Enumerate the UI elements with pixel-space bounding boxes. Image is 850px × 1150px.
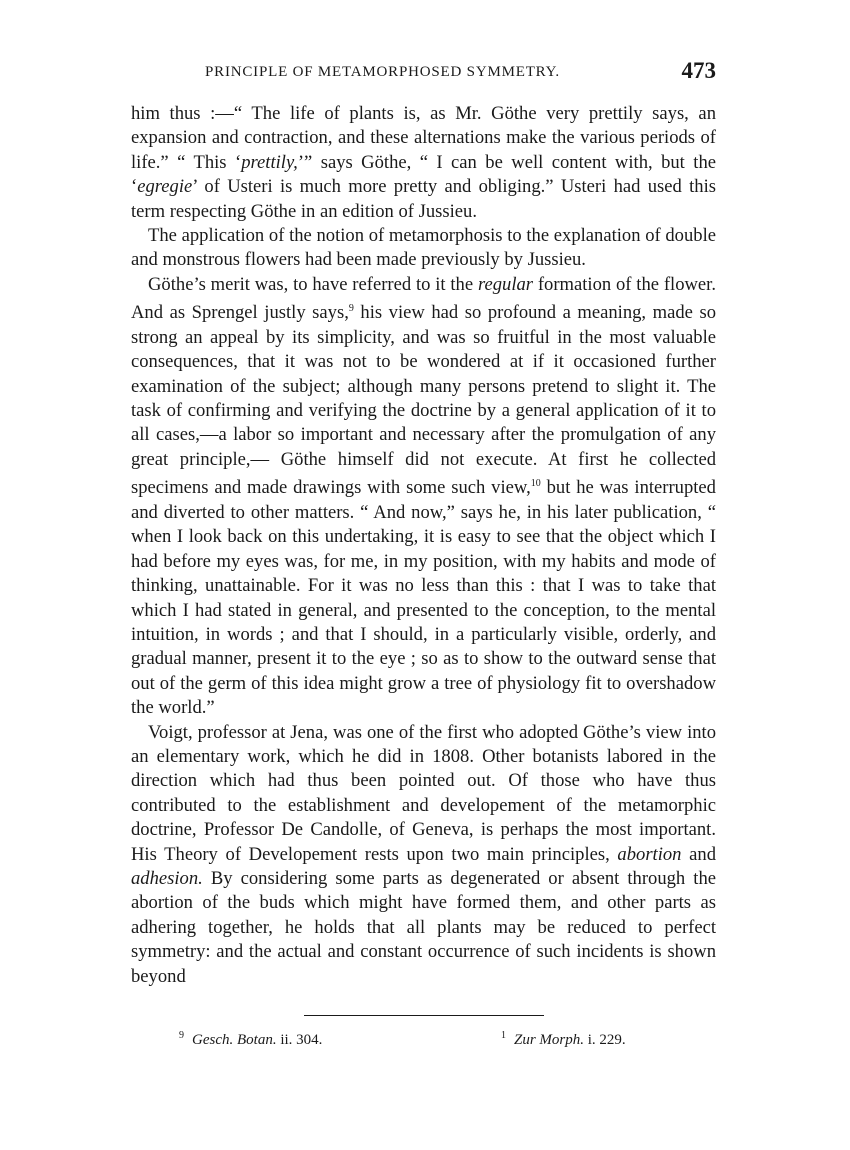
text-run: formation of the flower. And as Sprengel justly says, <box>131 273 716 324</box>
paragraph-3 <box>131 273 716 721</box>
footnote-ref: 9 <box>348 303 354 315</box>
text-run: his view had so profound a meaning, made so strong an appeal by its simplicity, and was so fruitful in the most valuable consequences, that it was not to be wondered at if it occasioned further examination of the subject; although many persons pretend to slight it. The task of confirming and verifying the doctrine by a general application of it to all cases,—a labor so important and necessary after the promulgation of any great principle,— Göthe himself did not execute. At first he collected specimens and made drawings with some such view, <box>131 302 716 499</box>
text-run: but he was interrupted and diverted to other matters. “ And now,” says he, in his later publication, “ when I look back on this undertaking, it is easy to see that the object which I had before my eyes was, for me, in my position, with my habits and mode of thinking, unattainable. For it was no less than this : that I was to take that which I had stated in general, and presented to the conception, to the mental intuition, in words ; and that I should, in a particularly visible, orderly, and gradual manner, present it to the eye ; so as to show to the outward sense that out of the germ of this idea might grow a tree of physiology fit to overshadow the world.” <box>131 477 716 719</box>
footnote-source: Zur Morph. <box>514 1032 585 1048</box>
body-text <box>131 102 716 989</box>
running-title: PRINCIPLE OF METAMORPHOSED SYMMETRY. <box>205 64 560 80</box>
footnote-rule <box>304 1015 544 1016</box>
footnote-9 <box>179 1030 322 1049</box>
text-run: By considering some parts as degenerated or absent through the abortion of the buds which might have formed them, and other parts as adhering together, he holds that all plants may be reduced to perfect symmetry: and the actual and constant occurrence of such incidents is shown beyond <box>131 867 716 987</box>
footnote-locator: ii. 304. <box>276 1032 323 1048</box>
footnote-mark: 1 <box>501 1030 506 1041</box>
text-run: him thus :—“ The life of plants is, as Mr. Göthe very prettily says, an expansion and contraction, and these alternations make the various periods of life.” “ This ‘ <box>131 103 716 173</box>
running-head <box>131 58 716 88</box>
footnote-10 <box>501 1030 626 1049</box>
book-page <box>131 58 716 1060</box>
paragraph-4 <box>131 721 716 989</box>
text-run: ’ of Usteri is much more pretty and obliging.” Usteri had used this term respecting Göthe in an edition of Jussieu. <box>131 176 716 222</box>
paragraph-2: The application of the notion of metamorphosis to the explanation of double and monstrous flowers had been made previously by Jussieu. <box>131 225 716 271</box>
italic-term: prettily, <box>241 151 298 173</box>
footnotes <box>131 1030 716 1060</box>
text-run: Göthe’s merit was, to have referred to it the <box>148 273 478 295</box>
paragraph-1 <box>131 102 716 224</box>
page-number: 473 <box>681 58 716 83</box>
footnote-mark: 9 <box>179 1030 184 1041</box>
footnote-source: Gesch. Botan. <box>192 1032 277 1048</box>
italic-term: regular <box>477 273 534 295</box>
text-run: Voigt, professor at Jena, was one of the first who adopted Göthe’s view into an elementary work, which he did in 1808. Other botanists labored in the direction which had thus been pointed out. Of those who have thus contributed to the establishment and developement of the metamorphic doctrine, Professor De Candolle, of Geneva, is perhaps the most important. His Theory of Developement rests upon two main principles, <box>131 721 716 865</box>
italic-term: abortion <box>617 843 682 865</box>
footnote-locator: i. 229. <box>584 1032 626 1048</box>
footnote-ref: 10 <box>530 478 541 490</box>
italic-term: adhesion. <box>131 867 203 889</box>
italic-term: egregie <box>137 176 193 198</box>
text-run: ’” says Göthe, “ I can be well content with, but the ‘ <box>131 151 716 198</box>
text-run: and <box>681 843 716 865</box>
